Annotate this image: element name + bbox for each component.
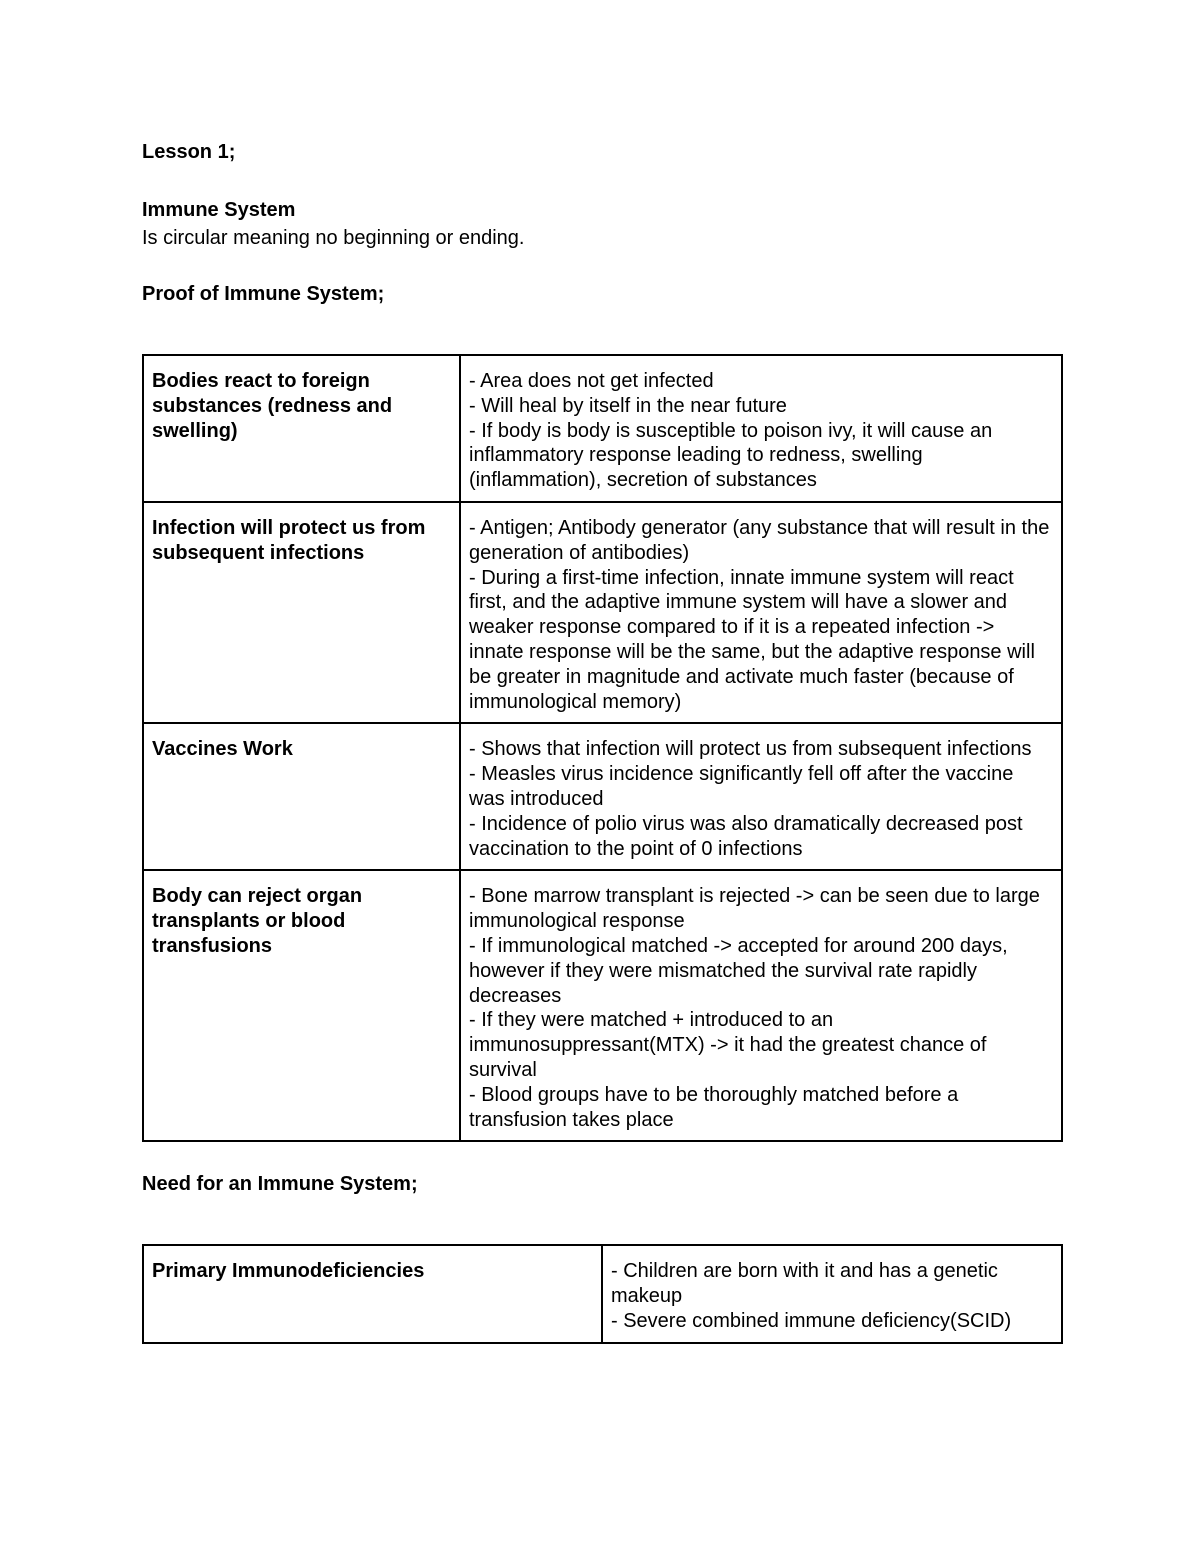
row-details bbox=[460, 355, 1062, 502]
table-row bbox=[143, 870, 1062, 1141]
row-title: Body can reject organ transplants or blood transfusions bbox=[143, 870, 460, 1141]
detail-point: - Children are born with it and has a genetic makeup bbox=[611, 1260, 998, 1308]
row-title: Infection will protect us from subsequent infections bbox=[143, 502, 460, 723]
table-row bbox=[143, 1245, 1062, 1342]
proof-table bbox=[142, 354, 1063, 1142]
detail-point: - Bone marrow transplant is rejected -> can be seen due to large immunological response bbox=[469, 885, 1040, 933]
table-row bbox=[143, 502, 1062, 723]
need-table bbox=[142, 1244, 1063, 1343]
detail-point: - Severe combined immune deficiency(SCID) bbox=[611, 1309, 1012, 1332]
row-title: Primary Immunodeficiencies bbox=[143, 1245, 602, 1342]
section-heading-need: Need for an Immune System; bbox=[142, 1173, 418, 1196]
detail-point: - During a first-time infection, innate immune system will react first, and the adaptive immune system will have a slower and weaker response compared to if it is a repeated infection -> innate response will be the same, but the adaptive response will be greater in magnitude and activate much faster (because of immunological memory) bbox=[469, 566, 1035, 713]
detail-point: - If immunological matched -> accepted for around 200 days, however if they were mismatched the survival rate rapidly decreases bbox=[469, 934, 1008, 1007]
detail-point: - If body is body is susceptible to poison ivy, it will cause an inflammatory response leading to redness, swelling (inflammation), secretion of substances bbox=[469, 419, 993, 492]
detail-point: - If they were matched + introduced to an immunosuppressant(MTX) -> it had the greatest chance of survival bbox=[469, 1009, 987, 1081]
row-details bbox=[460, 870, 1062, 1141]
row-details bbox=[602, 1245, 1062, 1342]
detail-point: - Area does not get infected bbox=[469, 370, 714, 392]
detail-point: - Antigen; Antibody generator (any substance that will result in the generation of antibodies) bbox=[469, 516, 1050, 564]
row-details bbox=[460, 723, 1062, 870]
detail-point: - Incidence of polio virus was also dramatically decreased post vaccination to the point of 0 infections bbox=[469, 812, 1023, 860]
row-details bbox=[460, 502, 1062, 723]
document-page bbox=[142, 140, 1061, 1344]
detail-point: - Measles virus incidence significantly fell off after the vaccine was introduced bbox=[469, 763, 1014, 810]
section-heading-immune-system: Immune System bbox=[142, 199, 296, 221]
row-title: Vaccines Work bbox=[143, 723, 460, 870]
section-heading-proof: Proof of Immune System; bbox=[142, 283, 385, 305]
detail-point: - Shows that infection will protect us from subsequent infections bbox=[469, 738, 1032, 761]
detail-point: - Blood groups have to be thoroughly matched before a transfusion takes place bbox=[469, 1083, 959, 1131]
table-row bbox=[143, 355, 1062, 502]
lesson-title: Lesson 1; bbox=[142, 141, 236, 163]
row-title: Bodies react to foreign substances (redness and swelling) bbox=[143, 355, 460, 502]
section-text-immune-system: Is circular meaning no beginning or ending. bbox=[142, 227, 525, 249]
table-row bbox=[143, 723, 1062, 870]
detail-point: - Will heal by itself in the near future bbox=[469, 394, 787, 417]
